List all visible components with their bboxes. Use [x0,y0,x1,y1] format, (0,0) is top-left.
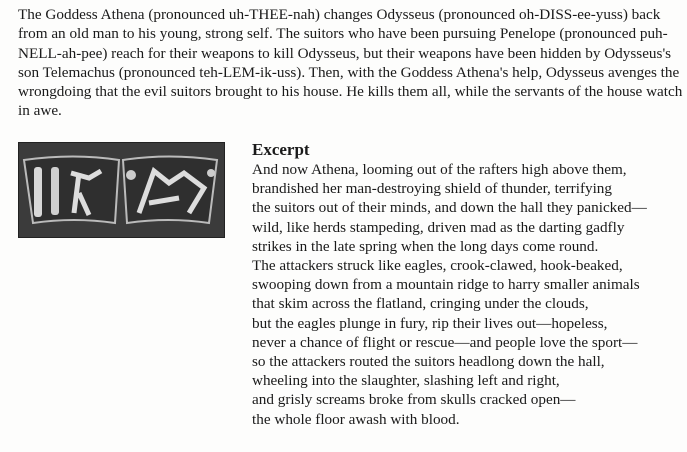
poem-line: The attackers struck like eagles, crook-clawed, hook-beaked, [252,257,623,275]
poem-line: but the eagles plunge in fury, rip their lives out—hopeless, [252,314,608,332]
poem-line: and grisly screams broke from skulls cracked open— [252,391,576,409]
poem-line: brandished her man-destroying shield of thunder, terrifying [252,180,612,198]
poem-line: the suitors out of their minds, and down the hall they panicked— [252,199,647,217]
poem-line: And now Athena, looming out of the rafters high above them, [252,161,627,178]
excerpt-section [252,140,682,429]
poem-line: wild, like herds stampeding, driven mad as the darting gadfly [252,218,625,236]
summary-paragraph [18,5,683,121]
poem-line: that skim across the flatland, cringing under the clouds, [252,295,589,313]
summary-text: The Goddess Athena (pronounced uh-THEE-nah) changes Odysseus (pronounced oh-DISS-ee-yuss) back from an old man to his young, strong self. The suitors who have been pursuing Penelope (pronounced puh-NELL-ah-pee) reach for their weapons to kill Odysseus, but their weapons have been hidden by Odysseus's son Telemachus (pronounced teh-LEM-ik-uss). Then, with the Goddess Athena's help, Odysseus avenges the wrongdoing that the evil suitors brought to his house. He kills them all, while the servants of the house watch in awe. [18,6,683,120]
excerpt-poem [252,160,682,429]
poem-line: strikes in the late spring when the long days come round. [252,237,599,255]
vase-painting-illustration [19,143,224,237]
poem-line: swooping down from a mountain ridge to harry smaller animals [252,276,640,294]
poem-line: never a chance of flight or rescue—and people love the sport— [252,333,638,351]
poem-line: wheeling into the slaughter, slashing left and right, [252,372,560,390]
poem-line: the whole floor awash with blood. [252,410,460,428]
poem-line: so the attackers routed the suitors headlong down the hall, [252,353,605,371]
greek-vase-painting-image [18,142,225,238]
excerpt-heading: Excerpt [252,140,310,159]
